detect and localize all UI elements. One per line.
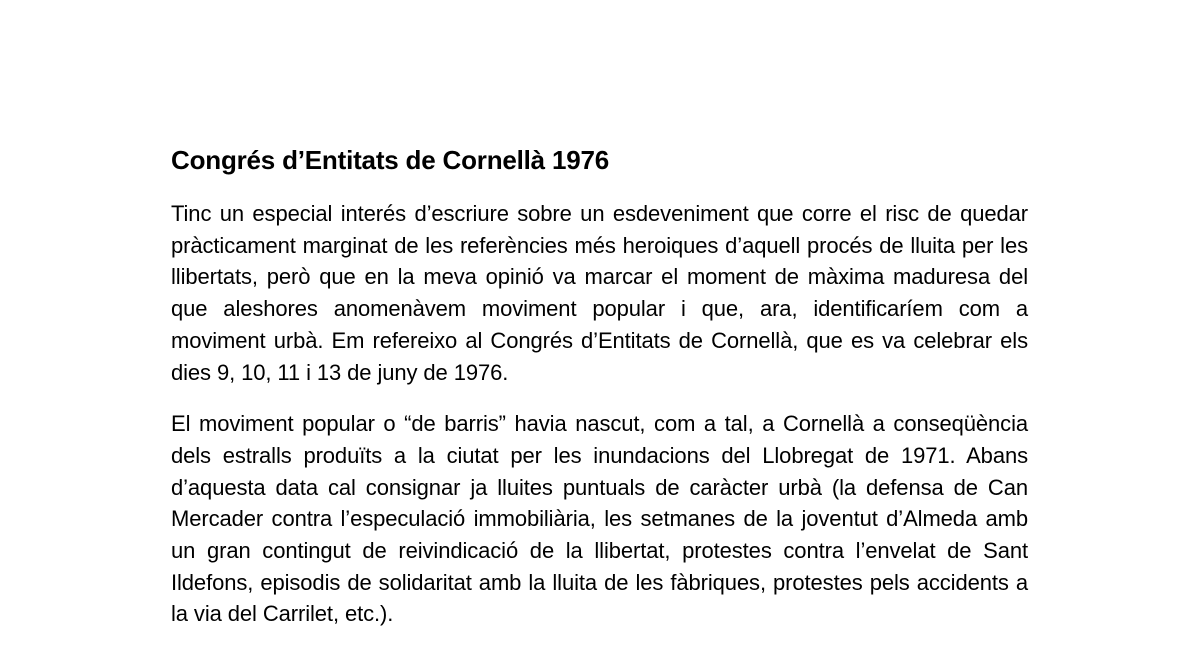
paragraph-1: Tinc un especial interés d’escriure sobre un esdeveniment que corre el risc de quedar pràcticament marginat de les referències més heroiques d’aquell procés de lluita per les llibertats, però que en la meva opinió va marcar el moment de màxima maduresa del que aleshores anomenàvem moviment popular i que, ara, identificaríem com a moviment urbà. Em refereixo al Congrés d’Entitats de Cornellà, que es va celebrar els dies 9, 10, 11 i 13 de juny de 1976. [171,201,1028,385]
document-title: Congrés d’Entitats de Cornellà 1976 [171,145,610,175]
document-body [171,142,1028,650]
paragraph-2: El moviment popular o “de barris” havia nascut, com a tal, a Cornellà a conseqüència dels estralls produïts a la ciutat per les inundacions del Llobregat de 1971. Abans d’aquesta data cal consignar ja lluites puntuals de caràcter urbà (la defensa de Can Mercader contra l’especulació immobiliària, les setmanes de la joventut d’Almeda amb un gran contingut de reivindicació de la llibertat, protestes contra l’envelat de Sant Ildefons, episodis de solidaritat amb la lluita de les fàbriques, protestes pels accidents a la via del Carrilet, etc.). [171,411,1028,627]
